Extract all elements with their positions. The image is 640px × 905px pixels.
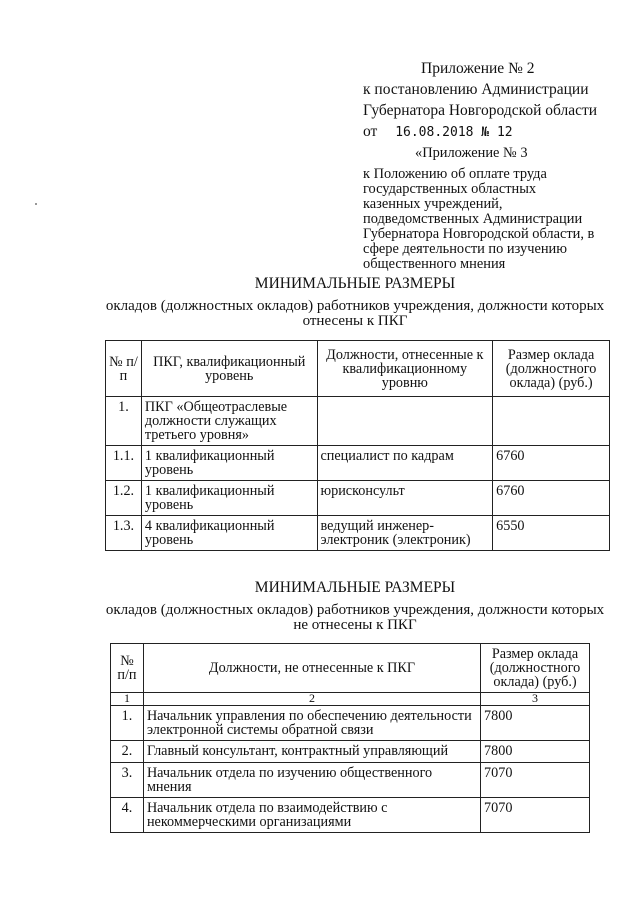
- row-num: 1.: [111, 706, 144, 741]
- row-salary: [493, 397, 610, 446]
- non-pkg-salary-table: [110, 643, 590, 833]
- row-position: Начальник управления по обеспечению деятельности электронной системы обратной связи: [143, 706, 480, 741]
- section-1-subheading-line2: отнесены к ПКГ: [302, 313, 408, 329]
- table-row: [106, 516, 610, 551]
- col-number: 1: [111, 693, 144, 706]
- row-salary: 6550: [493, 516, 610, 551]
- row-num: 2.: [111, 741, 144, 763]
- table-row: [111, 741, 590, 763]
- row-position: специалист по кадрам: [317, 446, 493, 481]
- row-num: 1.3.: [106, 516, 142, 551]
- row-salary: 7800: [481, 741, 590, 763]
- table-header-row: [111, 644, 590, 693]
- row-pkg: 1 квалификационный уровень: [141, 481, 317, 516]
- section-2-heading-block: [95, 580, 615, 633]
- row-salary: 7800: [481, 706, 590, 741]
- row-position: Начальник отдела по взаимодействию с некоммерческими организациями: [143, 798, 480, 833]
- row-salary: 6760: [493, 446, 610, 481]
- table-header-row: [106, 341, 610, 397]
- row-pkg: 4 квалификационный уровень: [141, 516, 317, 551]
- row-position: юрисконсульт: [317, 481, 493, 516]
- table-row: [111, 706, 590, 741]
- header-salary: Размер оклада (должностного оклада) (руб.): [481, 644, 590, 693]
- header-salary: Размер оклада (должностного оклада) (руб.): [493, 341, 610, 397]
- table-row: [106, 481, 610, 516]
- section-2-heading: МИНИМАЛЬНЫЕ РАЗМЕРЫ: [254, 579, 456, 596]
- appendix-2-date-line: [363, 121, 613, 143]
- row-salary: 7070: [481, 763, 590, 798]
- column-number-row: [111, 693, 590, 706]
- section-1-heading: МИНИМАЛЬНЫЕ РАЗМЕРЫ: [254, 275, 456, 292]
- col-number: 2: [143, 693, 480, 706]
- appendix-2-date-number: 16.08.2018 № 12: [395, 125, 513, 140]
- appendix-3-block: [363, 146, 595, 272]
- row-num: 4.: [111, 798, 144, 833]
- table-row: [111, 798, 590, 833]
- table-row: [106, 446, 610, 481]
- row-num: 1.: [106, 397, 142, 446]
- header-num: № п/п: [111, 644, 144, 693]
- scan-speck: [35, 203, 37, 205]
- table-row: [111, 763, 590, 798]
- row-pkg: 1 квалификационный уровень: [141, 446, 317, 481]
- header-pkg: ПКГ, квалификационный уровень: [141, 341, 317, 397]
- appendix-2-line2: Губернатора Новгородской области: [363, 102, 598, 119]
- section-1-subheading-line1: окладов (должностных окладов) работников учреждения, должности которых: [105, 298, 605, 314]
- header-position: Должности, отнесенные к квалификационному уровню: [317, 341, 493, 397]
- appendix-2-title: Приложение № 2: [421, 60, 535, 77]
- row-position: Начальник отдела по изучению общественного мнения: [143, 763, 480, 798]
- appendix-2-from-label: от: [363, 123, 378, 140]
- appendix-3-text: к Положению об оплате труда государственных областных казенных учреждений, подведомственных Администрации Губернатора Новгородской области, в сфере деятельности по изучению общественного мнения: [363, 166, 595, 272]
- row-position: Главный консультант, контрактный управляющий: [143, 741, 480, 763]
- header-position: Должности, не отнесенные к ПКГ: [143, 644, 480, 693]
- pkg-salary-table: [105, 340, 610, 551]
- row-position: ведущий инженер-электроник (электроник): [317, 516, 493, 551]
- appendix-3-title: «Приложение № 3: [415, 145, 528, 161]
- section-2-subheading-line1: окладов (должностных окладов) работников учреждения, должности которых: [105, 602, 605, 618]
- row-position: [317, 397, 493, 446]
- section-2-subheading-line2: не отнесены к ПКГ: [293, 617, 417, 633]
- row-num: 1.2.: [106, 481, 142, 516]
- row-salary: 7070: [481, 798, 590, 833]
- col-number: 3: [481, 693, 590, 706]
- row-pkg: ПКГ «Общеотраслевые должности служащих третьего уровня»: [141, 397, 317, 446]
- appendix-2-line1: к постановлению Администрации: [363, 81, 589, 98]
- row-num: 3.: [111, 763, 144, 798]
- table-row: [106, 397, 610, 446]
- appendix-2-block: [363, 58, 613, 143]
- row-num: 1.1.: [106, 446, 142, 481]
- header-num: № п/п: [106, 341, 142, 397]
- row-salary: 6760: [493, 481, 610, 516]
- section-1-heading-block: [95, 276, 615, 329]
